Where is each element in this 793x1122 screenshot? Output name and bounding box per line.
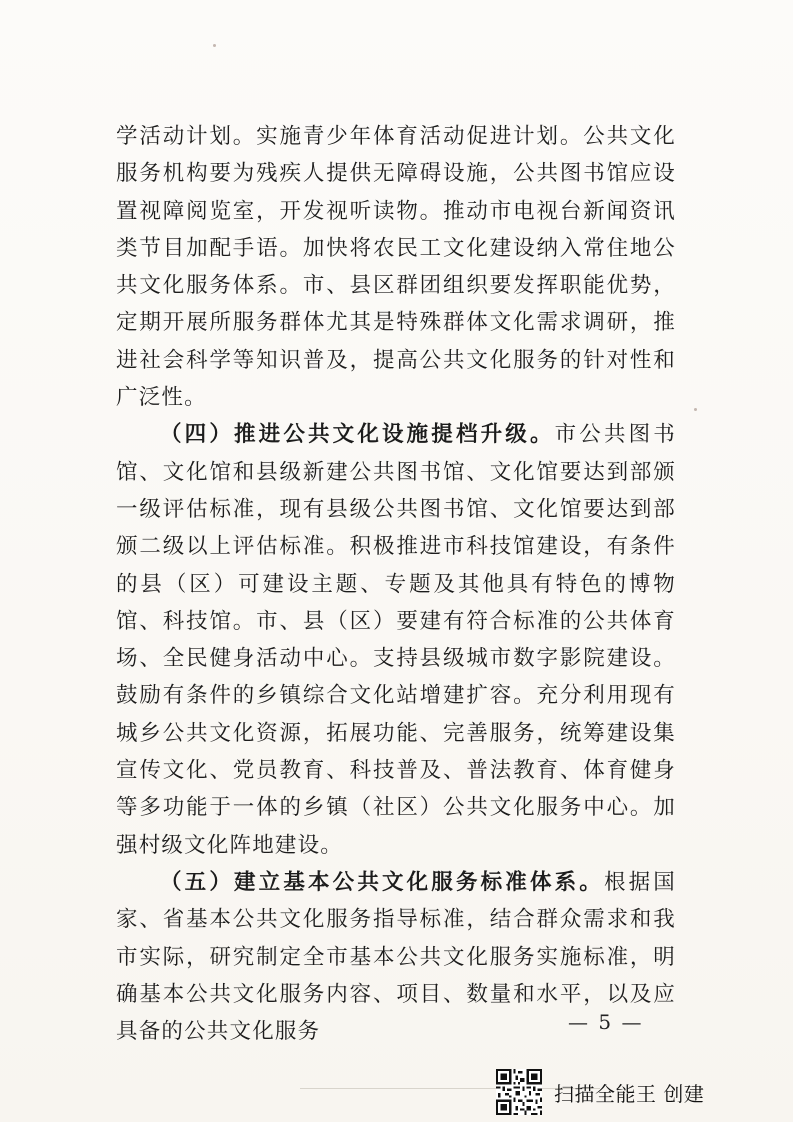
scan-speck [694, 408, 697, 411]
paragraph-1 [116, 118, 676, 416]
paragraph-3-text: 根据国家、省基本公共文化服务指导标准，结合群众需求和我市实际，研究制定全市基本公共文化服务实施标准，明确基本公共文化服务内容、项目、数量和水平，以及应具备的公共文化服务 [116, 869, 676, 1045]
qr-code-icon [496, 1069, 542, 1115]
paragraph-2 [116, 416, 676, 864]
document-body [116, 118, 676, 1050]
section-heading-4: （四）推进公共文化设施提档升级。 [160, 422, 555, 448]
section-heading-5: （五）建立基本公共文化服务标准体系。 [160, 869, 604, 895]
paragraph-1-text: 学活动计划。实施青少年体育活动促进计划。公共文化服务机构要为残疾人提供无障碍设施，公共图书馆应设置视障阅览室，开发视听读物。推动市电视台新闻资讯类节目加配手语。加快将农民工文化建设纳入常住地公共文化服务体系。市、县区群团组织要发挥职能优势，定期开展所服务群体尤其是特殊群体文化需求调研，推进社会科学等知识普及，提高公共文化服务的针对性和广泛性。 [116, 124, 676, 411]
paragraph-2-text: 市公共图书馆、文化馆和县级新建公共图书馆、文化馆要达到部颁一级评估标准，现有县级公共图书馆、文化馆要达到部颁二级以上评估标准。积极推进市科技馆建设，有条件的县（区）可建设主题、专题及其他具有特色的博物馆、科技馆。市、县（区）要建有符合标准的公共体育场、全民健身活动中心。支持县级城市数字影院建设。鼓励有条件的乡镇综合文化站增建扩容。充分利用现有城乡公共文化资源，拓展功能、完善服务，统筹建设集宣传文化、党员教育、科技普及、普法教育、体育健身等多功能于一体的乡镇（社区）公共文化服务中心。加强村级文化阵地建设。 [116, 422, 676, 858]
page-number: — 5 — [568, 1010, 644, 1034]
scanner-label: 扫描全能王 创建 [554, 1081, 705, 1106]
scan-speck [213, 44, 216, 47]
scanner-watermark [496, 1068, 736, 1116]
